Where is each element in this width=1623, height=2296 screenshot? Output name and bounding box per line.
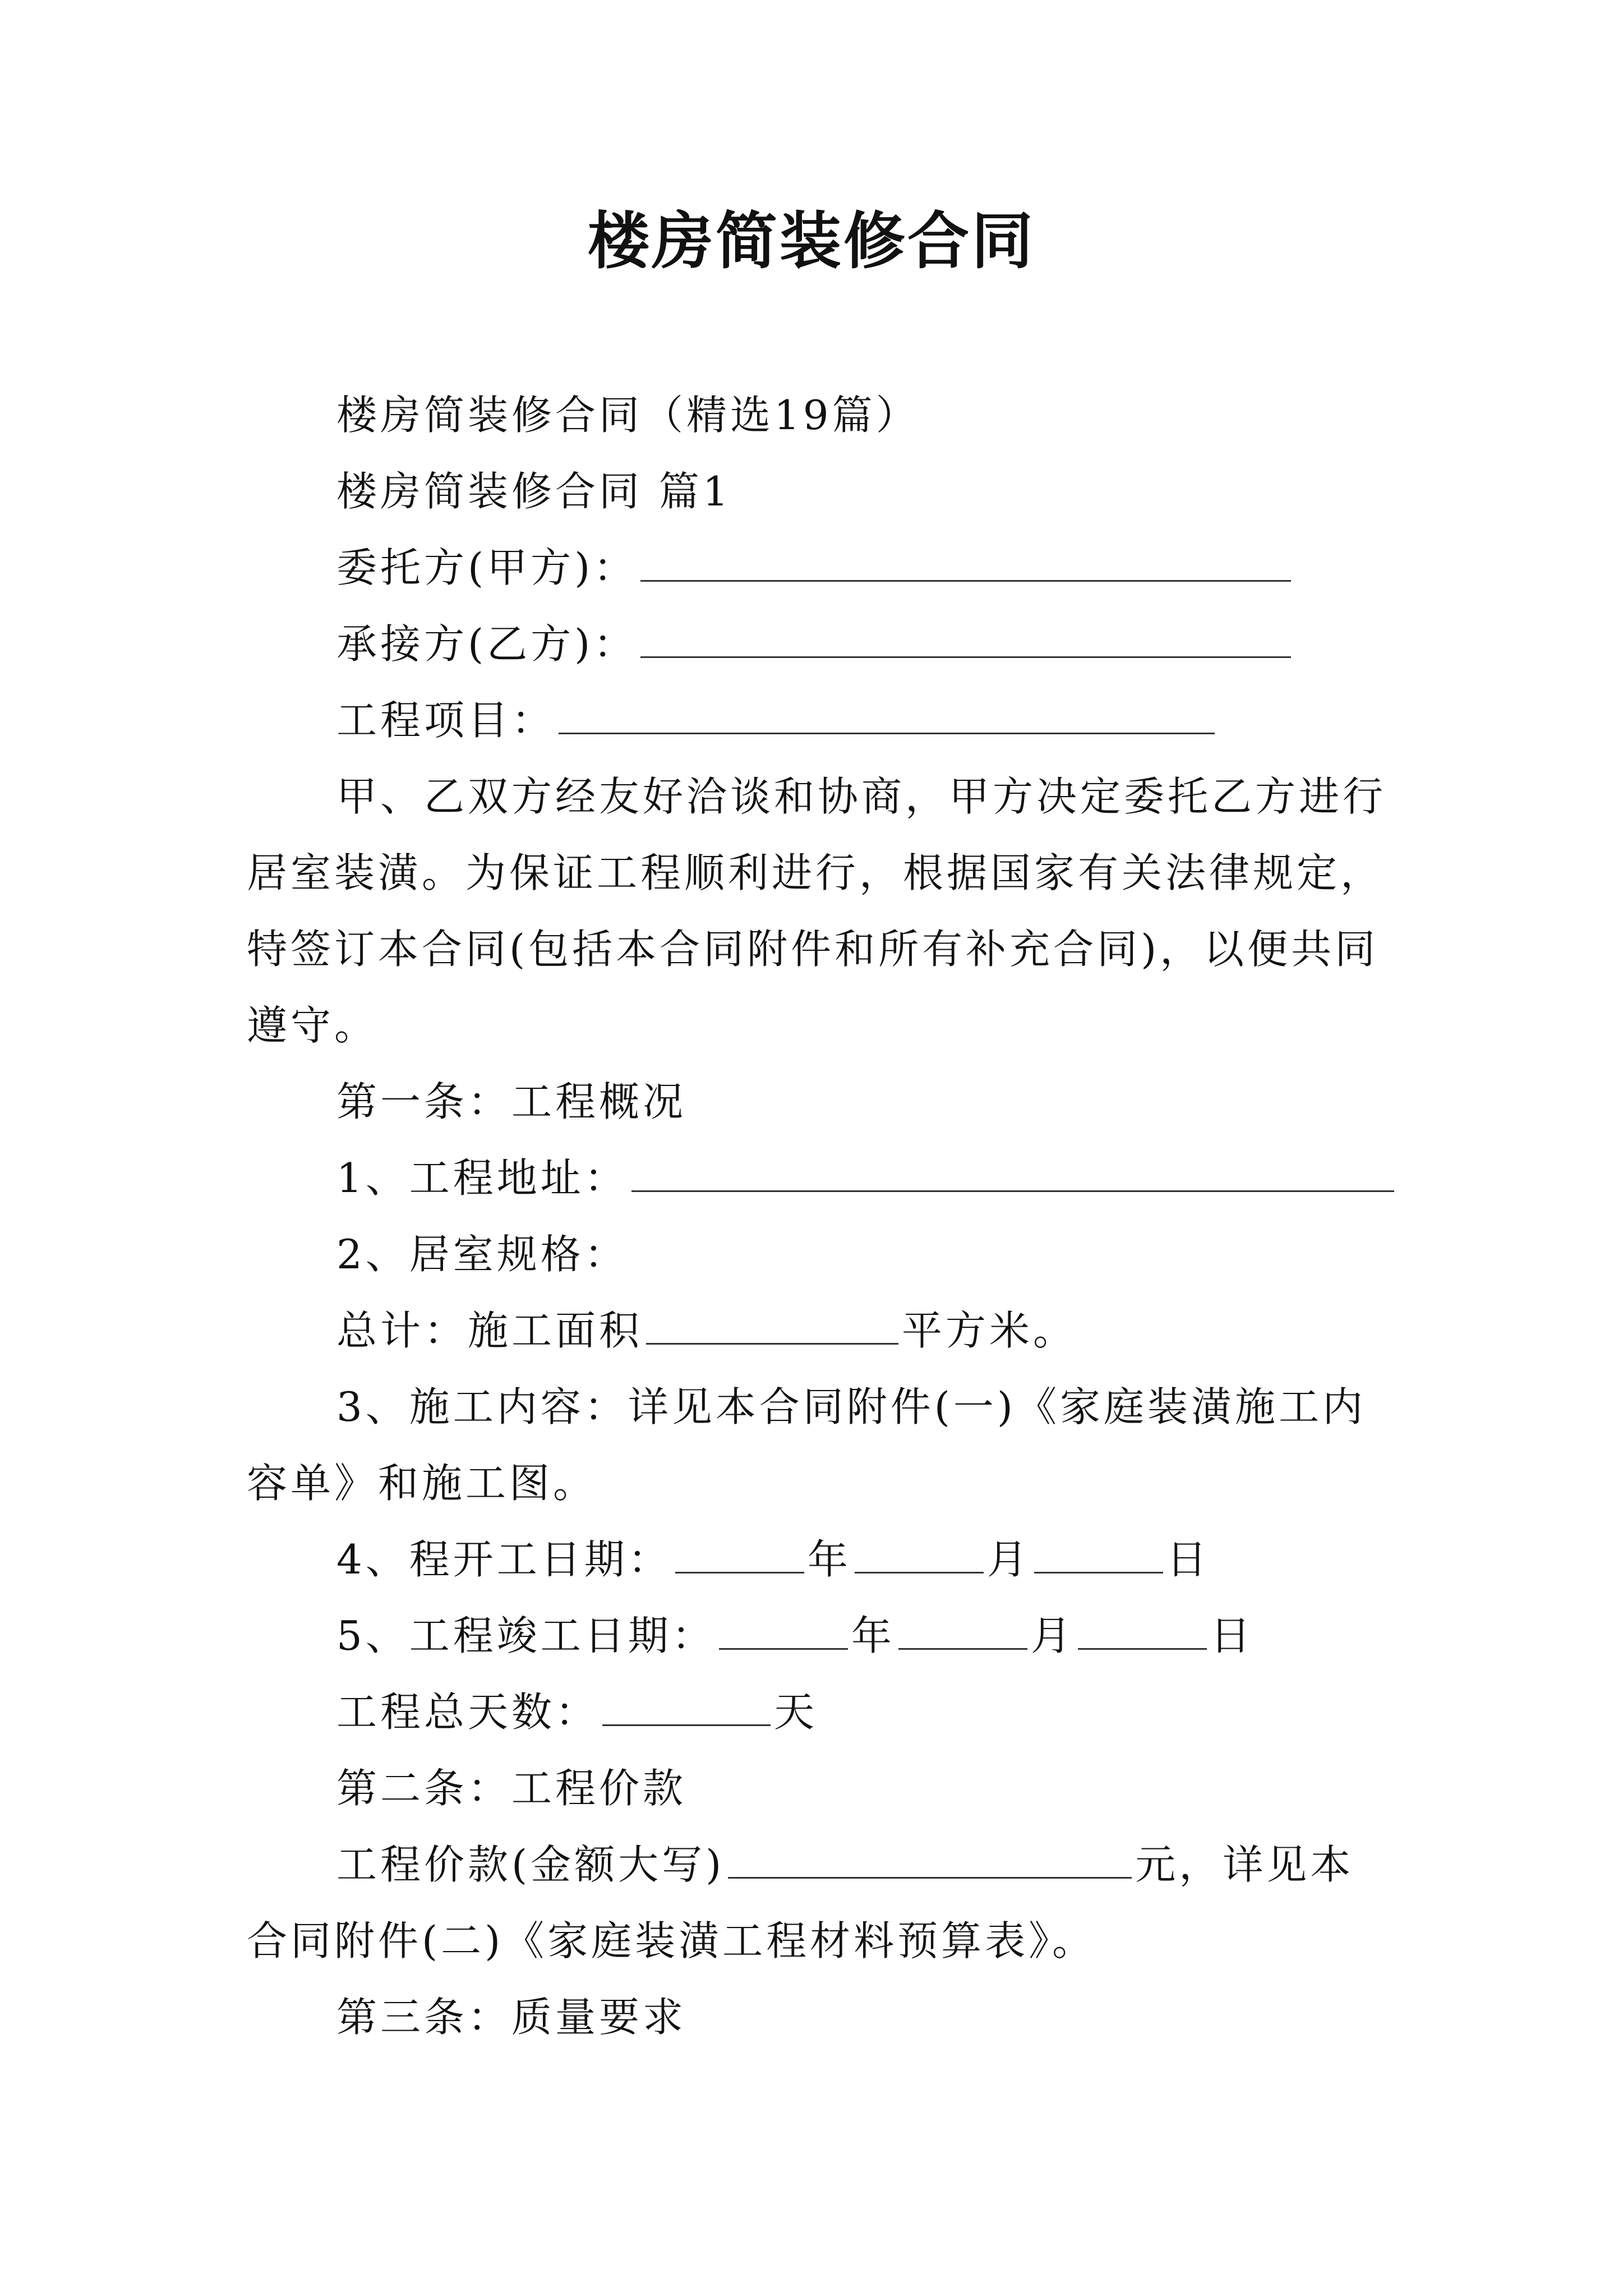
total-days-unit: 天 xyxy=(774,1688,818,1736)
project-blank xyxy=(559,696,1215,734)
end-date-label: 5、工程竣工日期： xyxy=(336,1612,716,1659)
project-line xyxy=(336,692,1218,748)
price-prefix: 工程价款(金额大写) xyxy=(336,1841,725,1888)
document-title: 楼房简装修合同 xyxy=(588,205,1035,277)
end-month-blank xyxy=(898,1611,1027,1650)
total-days-line xyxy=(336,1684,818,1740)
end-year-blank xyxy=(719,1611,848,1650)
address-label: 1、工程地址： xyxy=(336,1154,628,1202)
start-day-blank xyxy=(1034,1535,1163,1573)
spec-line: 2、居室规格： xyxy=(336,1231,628,1278)
intro-line-1: 甲、乙双方经友好洽谈和协商，甲方决定委托乙方进行 xyxy=(336,773,1387,820)
start-year-unit: 年 xyxy=(807,1536,851,1583)
address-line xyxy=(336,1150,1398,1206)
price-line-1 xyxy=(336,1837,1354,1893)
party-b-label: 承接方(乙方)： xyxy=(336,620,638,668)
price-line-2: 合同附件(二)《家庭装潢工程材料预算表》。 xyxy=(247,1917,1096,1964)
end-month-unit: 月 xyxy=(1030,1612,1075,1659)
price-blank xyxy=(728,1840,1132,1879)
total-days-blank xyxy=(602,1687,771,1726)
start-day-unit: 日 xyxy=(1166,1536,1210,1583)
party-a-blank xyxy=(640,543,1291,582)
project-label: 工程项目： xyxy=(336,697,556,744)
end-year-unit: 年 xyxy=(851,1612,895,1659)
end-date-line xyxy=(336,1608,1254,1664)
end-day-blank xyxy=(1078,1611,1207,1650)
party-a-label: 委托方(甲方)： xyxy=(336,544,638,591)
start-month-unit: 月 xyxy=(986,1536,1031,1583)
area-blank xyxy=(646,1306,898,1345)
start-year-blank xyxy=(675,1535,804,1573)
intro-line-2: 居室装潢。为保证工程顺利进行，根据国家有关法律规定， xyxy=(247,849,1385,896)
part-heading: 楼房简装修合同 篇1 xyxy=(336,468,732,515)
article3-heading: 第三条：质量要求 xyxy=(336,1994,687,2041)
party-a-line xyxy=(336,540,1294,596)
address-blank xyxy=(631,1153,1394,1192)
article1-heading: 第一条：工程概况 xyxy=(336,1078,687,1125)
area-suffix: 平方米。 xyxy=(902,1307,1077,1354)
area-line xyxy=(336,1303,1077,1359)
end-day-unit: 日 xyxy=(1210,1612,1254,1659)
content-line-1: 3、施工内容：详见本合同附件(一)《家庭装潢施工内 xyxy=(336,1383,1366,1430)
document-subtitle: 楼房简装修合同（精选19篇） xyxy=(336,392,920,439)
start-date-line xyxy=(336,1531,1210,1588)
content-line-2: 容单》和施工图。 xyxy=(247,1460,597,1507)
total-days-label: 工程总天数： xyxy=(336,1688,600,1736)
start-date-label: 4、程开工日期： xyxy=(336,1536,672,1583)
price-suffix: 元，详见本 xyxy=(1135,1841,1354,1888)
area-prefix: 总计：施工面积 xyxy=(336,1307,643,1354)
party-b-line xyxy=(336,616,1294,672)
intro-line-4: 遵守。 xyxy=(247,1002,379,1049)
article2-heading: 第二条：工程价款 xyxy=(336,1765,687,1812)
party-b-blank xyxy=(640,619,1291,658)
intro-line-3: 特签订本合同(包括本合同附件和所有补充合同)，以便共同 xyxy=(247,926,1379,973)
start-month-blank xyxy=(855,1535,984,1573)
